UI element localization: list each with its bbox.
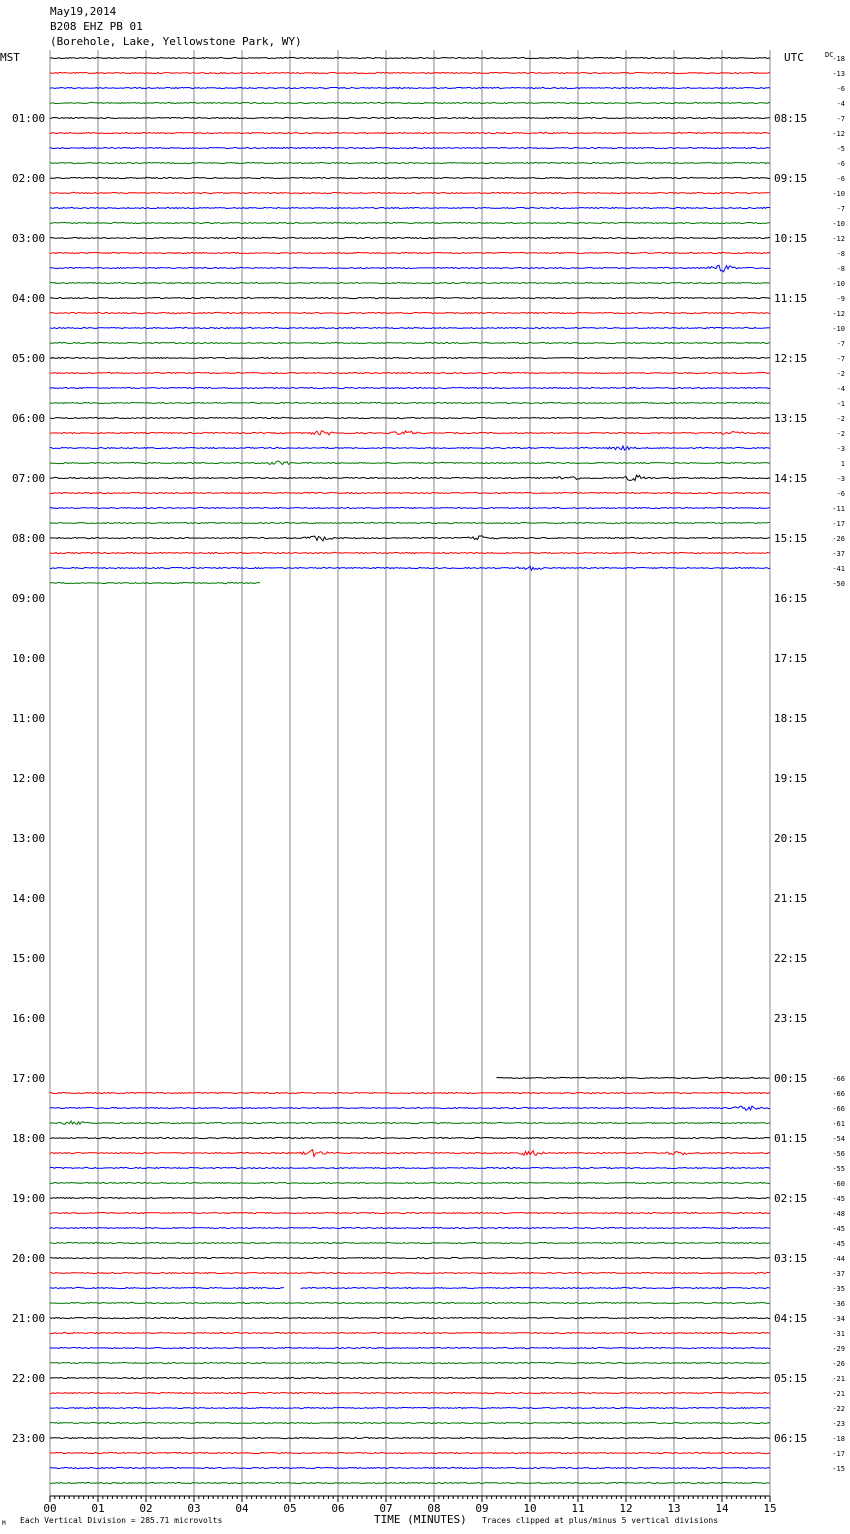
mst-hour-label: 09:00 (12, 592, 46, 605)
trace-4-2 (50, 312, 770, 313)
dc-offset-label: -22 (832, 1405, 845, 1413)
trace-2-4 (50, 222, 770, 223)
utc-hour-label: 03:15 (774, 1252, 808, 1265)
dc-offset-label: -2 (836, 430, 845, 438)
dc-offset-label: -45 (832, 1195, 845, 1203)
trace-4-4 (50, 342, 770, 343)
dc-offset-label: -15 (832, 1465, 845, 1473)
trace-6-4 (50, 461, 770, 465)
mst-hour-label: 23:00 (12, 1432, 46, 1445)
trace-17-3 (50, 1106, 770, 1110)
trace-8-1 (50, 536, 770, 541)
dc-offset-label: -8 (836, 250, 845, 258)
trace-20-3 (50, 1287, 770, 1288)
dc-label: DC (825, 51, 834, 59)
dc-offset-label: -66 (832, 1105, 845, 1113)
dc-offset-label: 1 (840, 460, 845, 468)
dc-offset-label: -12 (832, 235, 845, 243)
utc-hour-label: 04:15 (774, 1312, 808, 1325)
x-tick-label: 03 (187, 1502, 201, 1515)
trace-19-1 (50, 1197, 770, 1198)
trace-8-4 (50, 582, 260, 583)
trace-23-4 (50, 1482, 770, 1483)
mst-hour-label: 22:00 (12, 1372, 46, 1385)
x-tick-label: 12 (619, 1502, 633, 1515)
trace-6-2 (50, 431, 770, 435)
x-tick-label: 09 (475, 1502, 489, 1515)
utc-hour-label: 16:15 (774, 592, 808, 605)
dc-offset-label: -34 (832, 1315, 845, 1323)
date-label: May19,2014 (50, 5, 117, 18)
utc-hour-label: 19:15 (774, 772, 808, 785)
dc-offset-label: -6 (836, 490, 845, 498)
trace-5-1 (50, 357, 770, 358)
trace-18-3 (50, 1167, 770, 1168)
dc-offset-label: -45 (832, 1240, 845, 1248)
trace-1-4 (50, 162, 770, 163)
mst-hour-label: 20:00 (12, 1252, 46, 1265)
x-tick-label: 05 (283, 1502, 297, 1515)
scale-note: Each Vertical Division = 285.71 microvolts (20, 1516, 223, 1525)
trace-21-3 (50, 1347, 770, 1348)
dc-offset-label: -10 (832, 220, 845, 228)
dc-offset-label: -26 (832, 535, 845, 543)
dc-offset-label: -12 (832, 130, 845, 138)
trace-1-2 (50, 132, 770, 133)
dc-offset-label: -35 (832, 1285, 845, 1293)
trace-8-3 (50, 566, 770, 570)
mst-hour-label: 05:00 (12, 352, 46, 365)
x-tick-label: 14 (715, 1502, 729, 1515)
trace-7-1 (50, 475, 770, 480)
dc-offset-label: -29 (832, 1345, 845, 1353)
mst-hour-label: 04:00 (12, 292, 46, 305)
x-tick-label: 02 (139, 1502, 153, 1515)
trace-22-3 (50, 1407, 770, 1408)
dc-offset-label: -7 (836, 340, 845, 348)
dc-offset-label: -10 (832, 280, 845, 288)
mst-label: MST (0, 51, 20, 64)
mst-hour-label: 11:00 (12, 712, 46, 725)
dc-offset-label: -3 (836, 445, 845, 453)
trace-0-4 (50, 102, 770, 103)
utc-hour-label: 09:15 (774, 172, 808, 185)
dc-offset-label: -21 (832, 1375, 845, 1383)
x-tick-label: 04 (235, 1502, 249, 1515)
utc-hour-label: 17:15 (774, 652, 808, 665)
utc-hour-label: 01:15 (774, 1132, 808, 1145)
dc-offset-label: -6 (836, 175, 845, 183)
trace-17-2 (50, 1092, 770, 1093)
mst-hour-label: 07:00 (12, 472, 46, 485)
dc-offset-label: -21 (832, 1390, 845, 1398)
utc-hour-label: 18:15 (774, 712, 808, 725)
trace-18-1 (50, 1137, 770, 1138)
dc-offset-label: -8 (836, 265, 845, 273)
utc-hour-label: 06:15 (774, 1432, 808, 1445)
utc-hour-label: 00:15 (774, 1072, 808, 1085)
x-axis-title: TIME (MINUTES) (374, 1513, 467, 1526)
dc-offset-label: -55 (832, 1165, 845, 1173)
dc-offset-label: -11 (832, 505, 845, 513)
dc-offset-labels (832, 55, 845, 1473)
mst-hour-label: 08:00 (12, 532, 46, 545)
mst-hour-label: 03:00 (12, 232, 46, 245)
trace-0-3 (50, 87, 770, 88)
trace-3-4 (50, 282, 770, 283)
trace-4-1 (50, 297, 770, 298)
dc-offset-label: -50 (832, 580, 845, 588)
x-tick-label: 13 (667, 1502, 681, 1515)
trace-3-3 (50, 265, 770, 272)
dc-offset-label: -7 (836, 115, 845, 123)
utc-hour-label: 10:15 (774, 232, 808, 245)
trace-2-1 (50, 177, 770, 178)
trace-3-1 (50, 237, 770, 238)
trace-0-2 (50, 72, 770, 73)
mst-hour-label: 19:00 (12, 1192, 46, 1205)
dc-offset-label: -4 (836, 100, 845, 108)
dc-offset-label: -44 (832, 1255, 845, 1263)
dc-offset-label: -60 (832, 1180, 845, 1188)
dc-offset-label: -2 (836, 415, 845, 423)
dc-offset-label: -7 (836, 355, 845, 363)
dc-offset-label: -5 (836, 145, 845, 153)
station-label: B208 EHZ PB 01 (50, 20, 143, 33)
trace-2-2 (50, 192, 770, 193)
utc-hour-label: 23:15 (774, 1012, 808, 1025)
dc-offset-label: -26 (832, 1360, 845, 1368)
utc-hour-label: 02:15 (774, 1192, 808, 1205)
mst-hour-label: 02:00 (12, 172, 46, 185)
trace-5-4 (50, 402, 770, 403)
clip-note: Traces clipped at plus/minus 5 vertical divisions (482, 1516, 719, 1525)
mst-hour-label: 15:00 (12, 952, 46, 965)
dc-offset-label: -54 (832, 1135, 845, 1143)
trace-4-3 (50, 327, 770, 328)
trace-18-2 (50, 1150, 770, 1157)
hour-labels (12, 112, 807, 1445)
trace-6-3 (50, 446, 770, 450)
mst-hour-label: 12:00 (12, 772, 46, 785)
dc-offset-label: -66 (832, 1075, 845, 1083)
utc-hour-label: 13:15 (774, 412, 808, 425)
trace-18-4 (50, 1182, 770, 1183)
trace-23-3 (50, 1467, 770, 1468)
utc-hour-label: 21:15 (774, 892, 808, 905)
dc-offset-label: -6 (836, 160, 845, 168)
trace-22-4 (50, 1422, 770, 1423)
trace-8-2 (50, 552, 770, 553)
mst-hour-label: 14:00 (12, 892, 46, 905)
dc-offset-label: -4 (836, 385, 845, 393)
dc-offset-label: -7 (836, 205, 845, 213)
trace-5-3 (50, 387, 770, 388)
trace-17-1 (496, 1077, 769, 1078)
trace-0-1 (50, 57, 770, 58)
trace-23-1 (50, 1437, 770, 1438)
trace-21-1 (50, 1317, 770, 1318)
dc-offset-label: -10 (832, 190, 845, 198)
dc-offset-label: -2 (836, 370, 845, 378)
dc-offset-label: -10 (832, 325, 845, 333)
dc-offset-label: -45 (832, 1225, 845, 1233)
trace-6-1 (50, 417, 770, 418)
dc-offset-label: -17 (832, 1450, 845, 1458)
dc-offset-label: -37 (832, 550, 845, 558)
trace-22-2 (50, 1392, 770, 1393)
dc-offset-label: -61 (832, 1120, 845, 1128)
x-tick-label: 07 (379, 1502, 393, 1515)
dc-offset-label: -23 (832, 1420, 845, 1428)
utc-label: UTC (784, 51, 804, 64)
trace-19-3 (50, 1227, 770, 1228)
x-tick-label: 06 (331, 1502, 345, 1515)
seismic-traces (50, 57, 770, 1483)
mst-hour-label: 06:00 (12, 412, 46, 425)
trace-19-4 (50, 1242, 770, 1243)
utc-hour-label: 14:15 (774, 472, 808, 485)
utc-hour-label: 15:15 (774, 532, 808, 545)
dc-offset-label: -41 (832, 565, 845, 573)
trace-20-4 (50, 1302, 770, 1303)
trace-1-1 (50, 117, 770, 118)
dc-offset-label: -18 (832, 55, 845, 63)
utc-hour-label: 20:15 (774, 832, 808, 845)
trace-5-2 (50, 372, 770, 373)
dc-offset-label: -3 (836, 475, 845, 483)
x-tick-label: 15 (763, 1502, 777, 1515)
mst-hour-label: 16:00 (12, 1012, 46, 1025)
x-tick-label: 01 (91, 1502, 105, 1515)
utc-hour-label: 08:15 (774, 112, 808, 125)
dc-offset-label: -31 (832, 1330, 845, 1338)
dc-offset-label: -56 (832, 1150, 845, 1158)
dc-offset-label: -12 (832, 310, 845, 318)
dc-offset-label: -18 (832, 1435, 845, 1443)
utc-hour-label: 05:15 (774, 1372, 808, 1385)
trace-3-2 (50, 252, 770, 253)
x-tick-label: 08 (427, 1502, 441, 1515)
mst-hour-label: 21:00 (12, 1312, 46, 1325)
trace-17-4 (50, 1121, 770, 1125)
utc-hour-label: 22:15 (774, 952, 808, 965)
mst-hour-label: 18:00 (12, 1132, 46, 1145)
trace-22-1 (50, 1377, 770, 1378)
utc-hour-label: 12:15 (774, 352, 808, 365)
trace-21-4 (50, 1362, 770, 1363)
mst-hour-label: 10:00 (12, 652, 46, 665)
trace-7-3 (50, 507, 770, 508)
trace-21-2 (50, 1332, 770, 1333)
dc-offset-label: -37 (832, 1270, 845, 1278)
x-tick-label: 00 (43, 1502, 57, 1515)
trace-19-2 (50, 1212, 770, 1213)
dc-offset-label: -17 (832, 520, 845, 528)
dc-offset-label: -1 (836, 400, 845, 408)
dc-offset-label: -6 (836, 85, 845, 93)
trace-2-3 (50, 207, 770, 208)
trace-1-3 (50, 147, 770, 148)
trace-7-4 (50, 522, 770, 523)
mst-hour-label: 13:00 (12, 832, 46, 845)
dc-offset-label: -66 (832, 1090, 845, 1098)
dc-offset-label: -13 (832, 70, 845, 78)
x-tick-label: 10 (523, 1502, 537, 1515)
trace-20-2 (50, 1272, 770, 1273)
utc-hour-label: 11:15 (774, 292, 808, 305)
corner-mark: M (2, 1520, 6, 1527)
trace-23-2 (50, 1452, 770, 1453)
location-label: (Borehole, Lake, Yellowstone Park, WY) (50, 35, 302, 48)
dc-offset-label: -48 (832, 1210, 845, 1218)
x-tick-label: 11 (571, 1502, 585, 1515)
mst-hour-label: 01:00 (12, 112, 46, 125)
mst-hour-label: 17:00 (12, 1072, 46, 1085)
dc-offset-label: -9 (836, 295, 845, 303)
dc-offset-label: -36 (832, 1300, 845, 1308)
trace-7-2 (50, 492, 770, 493)
trace-20-1 (50, 1257, 770, 1258)
